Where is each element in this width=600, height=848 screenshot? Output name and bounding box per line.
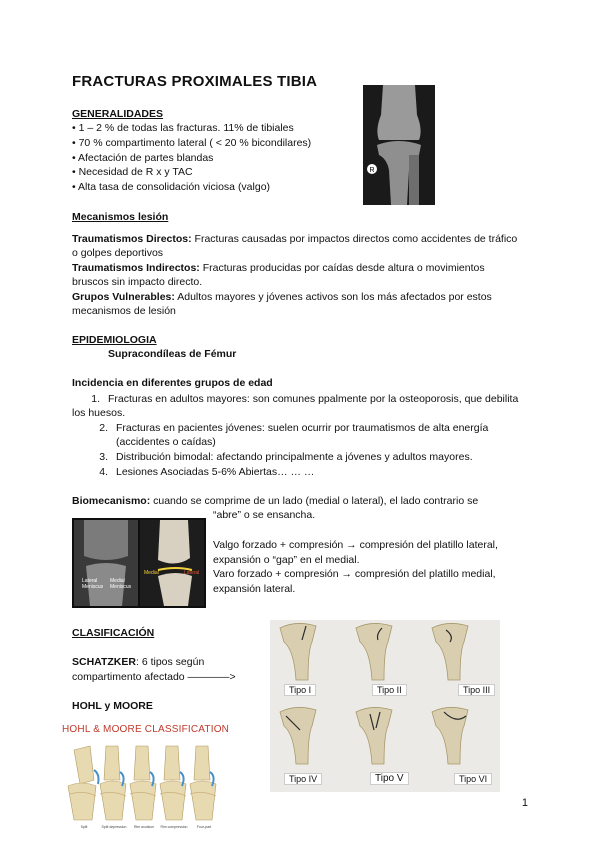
epidemiologia-heading: EPIDEMIOLOGIA bbox=[72, 334, 157, 346]
knee-mri-figure bbox=[72, 518, 206, 608]
label-medial: Medial bbox=[110, 578, 125, 584]
list-item-number: 4. bbox=[99, 466, 108, 478]
hohl-type-label: Rim compression bbox=[160, 825, 188, 829]
epidemiologia-subheading: Supracondíleas de Fémur bbox=[108, 348, 237, 360]
list-item-text: Distribución bimodal: afectando principalmente a jóvenes y adultos mayores. bbox=[116, 451, 473, 463]
biomecanismo-line bbox=[72, 495, 478, 508]
list-item bbox=[72, 392, 520, 420]
tipo-label: Tipo I bbox=[284, 684, 316, 696]
page-title: FRACTURAS PROXIMALES TIBIA bbox=[72, 73, 318, 90]
incidencia-list bbox=[72, 392, 520, 479]
hohl-type-label: Split depression bbox=[101, 825, 127, 829]
hohl-moore-figure bbox=[60, 740, 226, 832]
directos-text: Fracturas causadas por impactos directos como accidentes de tráfico o golpes deportivos bbox=[72, 233, 518, 259]
label-lateral2: Lateral bbox=[184, 570, 200, 576]
list-item-text: Fracturas en pacientes jóvenes: suelen ocurrir por traumatismos de alta energía (accidentes o caídas) bbox=[116, 422, 489, 448]
label-medial2: Medial bbox=[144, 570, 159, 576]
directos-label: Traumatismos Directos: bbox=[72, 233, 192, 245]
generalidades-bullet: • 70 % compartimento lateral ( < 20 % bicondilares) bbox=[72, 137, 312, 149]
generalidades-heading: GENERALIDADES bbox=[72, 108, 164, 120]
schatzker-line bbox=[72, 656, 204, 669]
hohl-type-label: Four-part bbox=[196, 825, 212, 829]
generalidades-bullet: • 1 – 2 % de todas las fracturas. 11% de tibiales bbox=[72, 122, 294, 134]
generalidades-bullet: • Alta tasa de consolidación viciosa (valgo) bbox=[72, 181, 271, 193]
list-item bbox=[72, 450, 520, 464]
generalidades-bullet: • Necesidad de R x y TAC bbox=[72, 166, 193, 178]
biomecanismo-label: Biomecanismo: bbox=[72, 495, 151, 507]
varo-text: Varo forzado + compresión → compresión del platillo medial, expansión lateral. bbox=[213, 568, 496, 595]
tipo-label: Tipo V bbox=[370, 772, 409, 785]
knee-xray-image bbox=[363, 85, 435, 205]
incidencia-heading: Incidencia en diferentes grupos de edad bbox=[72, 377, 273, 389]
list-item-number: 1. bbox=[91, 393, 100, 405]
list-item-text: Lesiones Asociadas 5-6% Abiertas… … … bbox=[116, 466, 315, 478]
xray-marker: R bbox=[369, 167, 375, 174]
generalidades-bullet: • Afectación de partes blandas bbox=[72, 152, 214, 164]
label-meniscus-l: Meniscus bbox=[82, 584, 104, 590]
indirectos-label: Traumatismos Indirectos: bbox=[72, 262, 200, 274]
clasificacion-heading: CLASIFICACIÓN bbox=[72, 627, 155, 639]
tipo-label: Tipo III bbox=[458, 684, 495, 696]
list-item-text: Fracturas en adultos mayores: son comunes ppalmente por la osteoporosis, que debilita los huesos. bbox=[72, 393, 519, 419]
schatzker-text: : 6 tipos según bbox=[135, 656, 205, 668]
schatzker-figure bbox=[270, 620, 500, 792]
biomecanismo-text: cuando se comprime de un lado (medial o lateral), el lado contrario se bbox=[150, 495, 479, 507]
valgo-text: Valgo forzado + compresión → compresión del platillo lateral, expansión o “gap” en el medial. bbox=[213, 539, 498, 566]
tipo-label: Tipo IV bbox=[284, 773, 322, 785]
hohl-type-label: Split bbox=[80, 825, 88, 829]
tipo-label: Tipo II bbox=[372, 684, 407, 696]
biomecanismo-text-cont: “abre” o se ensancha. bbox=[213, 509, 316, 521]
indirectos-text: Fracturas producidas por caídas desde altura o movimientos bruscos sin impacto directo. bbox=[72, 262, 485, 288]
hohl-heading: HOHL y MOORE bbox=[72, 700, 153, 712]
tipo-label: Tipo VI bbox=[454, 773, 492, 785]
schatzker-label: SCHATZKER bbox=[72, 656, 136, 668]
list-item-number: 2. bbox=[99, 422, 108, 434]
label-lateral: Lateral bbox=[82, 578, 98, 584]
list-item-number: 3. bbox=[99, 451, 108, 463]
list-item bbox=[72, 421, 520, 449]
mecanismos-heading: Mecanismos lesión bbox=[72, 211, 169, 223]
vulnerables-label: Grupos Vulnerables: bbox=[72, 291, 175, 303]
list-item bbox=[72, 465, 520, 479]
hohl-caption: HOHL & MOORE CLASSIFICATION bbox=[62, 724, 230, 735]
directos-paragraph bbox=[72, 232, 520, 260]
schatzker-text-cont: compartimento afectado ————> bbox=[72, 671, 236, 683]
vulnerables-text: Adultos mayores y jóvenes activos son los más afectados por estos mecanismos de lesión bbox=[72, 291, 492, 317]
hohl-type-label: Rim avulsion bbox=[133, 825, 155, 829]
page-number: 1 bbox=[521, 797, 528, 809]
label-meniscus-m: Meniscus bbox=[110, 584, 132, 590]
indirectos-paragraph bbox=[72, 261, 520, 289]
vulnerables-paragraph bbox=[72, 290, 520, 318]
